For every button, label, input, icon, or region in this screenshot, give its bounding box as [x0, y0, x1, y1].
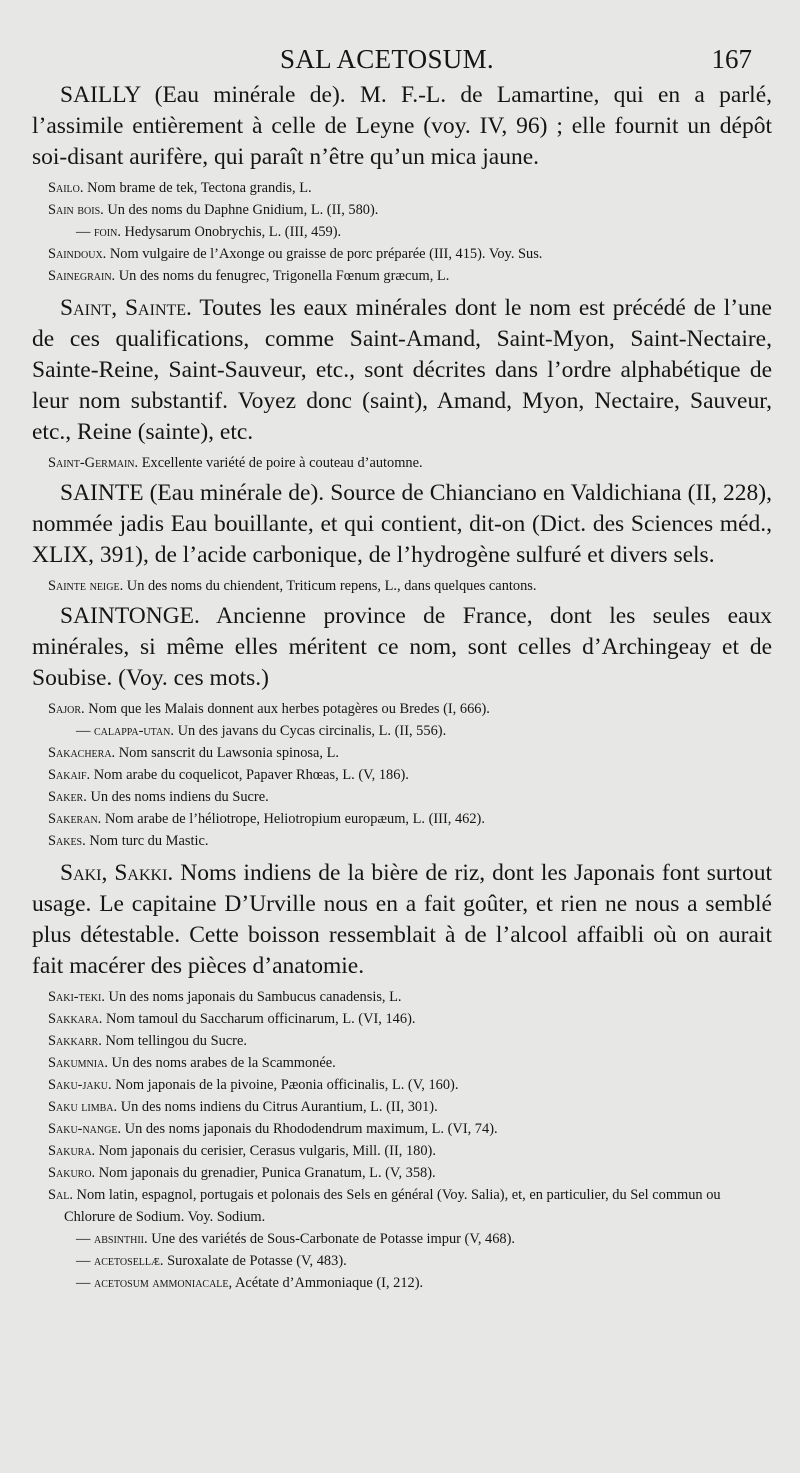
entry-headword: Saku limba.: [48, 1099, 118, 1115]
entry-saint-sainte: [32, 293, 772, 448]
entry-headword: Sal.: [48, 1187, 73, 1203]
entry-text: Nom arabe de l’héliotrope, Heliotropium europæum, L. (III, 462).: [104, 811, 485, 827]
entry-text: Nom que les Malais donnent aux herbes potagères ou Bredes (I, 666).: [88, 701, 490, 717]
entry-saku-limba: [32, 1096, 772, 1118]
entry-headword: Sakes.: [48, 833, 86, 849]
entry-text: Une des variétés de Sous-Carbonate de Potasse impur (V, 468).: [151, 1231, 516, 1247]
entry-text: Nom sanscrit du Lawsonia spinosa, L.: [118, 745, 340, 761]
entry-text: Un des noms du fenugrec, Trigonella Fœnum græcum, L.: [118, 268, 450, 284]
entry-headword: SAINTE: [60, 480, 144, 506]
entry-sal-acetosellae: [32, 1250, 772, 1272]
entry-headword: Saku-jaku.: [48, 1077, 112, 1093]
entry-headword: — foin.: [76, 224, 121, 240]
entry-headword: Sainegrain.: [48, 268, 116, 284]
entry-text: Nom tellingou du Sucre.: [105, 1033, 247, 1049]
entry-headword: Sakachera.: [48, 745, 116, 761]
entry-text: Nom japonais du cerisier, Cerasus vulgaris, Mill. (II, 180).: [98, 1143, 436, 1159]
entry-text: Un des noms japonais du Rhododendrum maximum, L. (VI, 74).: [124, 1121, 498, 1137]
page-header: [0, 44, 800, 80]
entry-sakeran: [32, 808, 772, 830]
entry-text: Nom arabe du coquelicot, Papaver Rhœas, L. (V, 186).: [93, 767, 409, 783]
entry-headword: Sakuro.: [48, 1165, 96, 1181]
entry-sal: [32, 1184, 772, 1228]
entry-sakachera: [32, 742, 772, 764]
entry-headword: Sailo.: [48, 180, 84, 196]
entry-headword: Saint, Sainte.: [60, 295, 192, 321]
entry-text: Ancienne province de France, dont les seules eaux minérales, si même elles méritent ce nom, sont celles d’Archingeay et de Soubise. (Voy. ces mots.): [32, 603, 772, 691]
entry-sainegrain: [32, 265, 772, 287]
entry-headword: Sakkarr.: [48, 1033, 102, 1049]
entry-text: (Eau minérale de). Source de Chianciano en Valdichiana (II, 228), nommée jadis Eau bouillante, et qui contient, dit-on (Dict. des Sciences méd., XLIX, 391), de l’acide carbonique, de l’hydrogène sulfuré et divers sels.: [32, 480, 773, 568]
entry-headword: Sajor.: [48, 701, 85, 717]
entry-text: Un des noms du chiendent, Triticum repens, L., dans quelques cantons.: [126, 578, 537, 594]
entry-saki-sakki: [32, 858, 772, 982]
entry-headword: Sainte neige.: [48, 578, 124, 594]
entry-headword: Sakura.: [48, 1143, 96, 1159]
entry-sailo: [32, 177, 772, 199]
entry-saku-nange: [32, 1118, 772, 1140]
entry-text: Suroxalate de Potasse (V, 483).: [167, 1253, 347, 1269]
entry-text: Un des noms japonais du Sambucus canadensis, L.: [108, 989, 402, 1005]
entry-text: Nom turc du Mastic.: [89, 833, 209, 849]
entry-saku-jaku: [32, 1074, 772, 1096]
entry-sakkara: [32, 1008, 772, 1030]
entry-text: Un des noms du Daphne Gnidium, L. (II, 580).: [107, 202, 379, 218]
entry-sakura: [32, 1140, 772, 1162]
entry-sakuro: [32, 1162, 772, 1184]
entry-text: Hedysarum Onobrychis, L. (III, 459).: [124, 224, 342, 240]
entry-sain-foin: [32, 221, 772, 243]
entry-sajor: [32, 698, 772, 720]
entry-text: Un des noms indiens du Sucre.: [90, 789, 269, 805]
entry-text: Un des javans du Cycas circinalis, L. (II, 556).: [177, 723, 447, 739]
entry-sainte-neige: [32, 575, 772, 597]
entry-text: Nom latin, espagnol, portugais et polonais des Sels en général (Voy. Salia), et, en particulier, du Sel commun ou Chlorure de Sodium. Voy. Sodium.: [64, 1187, 721, 1225]
entry-headword: Sain bois.: [48, 202, 104, 218]
entry-headword: Saku-nange.: [48, 1121, 122, 1137]
page-body: [32, 80, 772, 1294]
entry-headword: — absinthii.: [76, 1231, 148, 1247]
entry-text: Excellente variété de poire à couteau d’automne.: [141, 455, 423, 471]
running-head: SAL ACETOSUM.: [280, 44, 494, 74]
entry-sainte: [32, 478, 772, 571]
entry-headword: SAILLY: [60, 82, 141, 108]
entry-saki-teki: [32, 986, 772, 1008]
entry-text: Un des noms indiens du Citrus Aurantium, L. (II, 301).: [120, 1099, 438, 1115]
entry-sakes: [32, 830, 772, 852]
entry-sakkarr: [32, 1030, 772, 1052]
entry-sajor-calappa-utan: [32, 720, 772, 742]
entry-text: Toutes les eaux minérales dont le nom est précédé de l’une de ces qualifications, comme Saint-Amand, Saint-Myon, Saint-Nectaire, Sainte-Reine, Saint-Sauveur, etc., sont décrites dans l’ordre alphabétique de leur nom substantif. Voyez donc (saint), Amand, Myon, Nectaire, Sauveur, etc., Reine (sainte), etc.: [32, 295, 772, 445]
entry-text: Nom tamoul du Saccharum officinarum, L. (VI, 146).: [106, 1011, 416, 1027]
entry-text: Nom japonais de la pivoine, Pæonia officinalis, L. (V, 160).: [115, 1077, 459, 1093]
entry-sal-acetosum-ammoniacale: [32, 1272, 772, 1294]
entry-headword: Sakeran.: [48, 811, 102, 827]
entry-headword: Saki-teki.: [48, 989, 105, 1005]
entry-headword: Saki, Sakki.: [60, 860, 174, 886]
entry-text: Nom vulgaire de l’Axonge ou graisse de porc préparée (III, 415). Voy. Sus.: [109, 246, 543, 262]
entry-headword: — acetosum ammoniacale,: [76, 1275, 233, 1291]
page-number: 167: [711, 44, 752, 74]
entry-text: (Eau minérale de). M. F.-L. de Lamartine, qui en a parlé, l’assimile entièrement à celle de Leyne (voy. IV, 96) ; elle fournit un dépôt soi-disant aurifère, qui paraît n’être qu’un mica jaune.: [32, 82, 772, 170]
entry-headword: Saker.: [48, 789, 87, 805]
entry-text: Un des noms arabes de la Scammonée.: [111, 1055, 336, 1071]
entry-headword: — calappa-utan.: [76, 723, 174, 739]
entry-saint-germain: [32, 452, 772, 474]
entry-text: Noms indiens de la bière de riz, dont les Japonais font surtout usage. Le capitaine D’Urville nous en a fait goûter, et rien ne nous a semblé plus détestable. Cette boisson ressemblait à de l’alcool affaibli où on aurait fait macérer des pièces d’anatomie.: [32, 860, 772, 979]
entry-sailly: [32, 80, 772, 173]
entry-headword: — acetosellæ.: [76, 1253, 164, 1269]
entry-sain-bois: [32, 199, 772, 221]
entry-sal-absinthii: [32, 1228, 772, 1250]
entry-text: Nom brame de tek, Tectona grandis, L.: [87, 180, 312, 196]
entry-saker: [32, 786, 772, 808]
entry-headword: Saindoux.: [48, 246, 107, 262]
entry-sakaif: [32, 764, 772, 786]
entry-headword: Sakaif.: [48, 767, 91, 783]
entry-saindoux: [32, 243, 772, 265]
entry-headword: Sakumnia.: [48, 1055, 108, 1071]
entry-saintonge: [32, 601, 772, 694]
entry-headword: Sakkara.: [48, 1011, 103, 1027]
entry-sakumnia: [32, 1052, 772, 1074]
entry-text: Acétate d’Ammoniaque (I, 212).: [234, 1275, 424, 1291]
entry-text: Nom japonais du grenadier, Punica Granatum, L. (V, 358).: [98, 1165, 436, 1181]
entry-headword: Saint-Germain.: [48, 455, 139, 471]
entry-headword: SAINTONGE.: [60, 603, 200, 629]
